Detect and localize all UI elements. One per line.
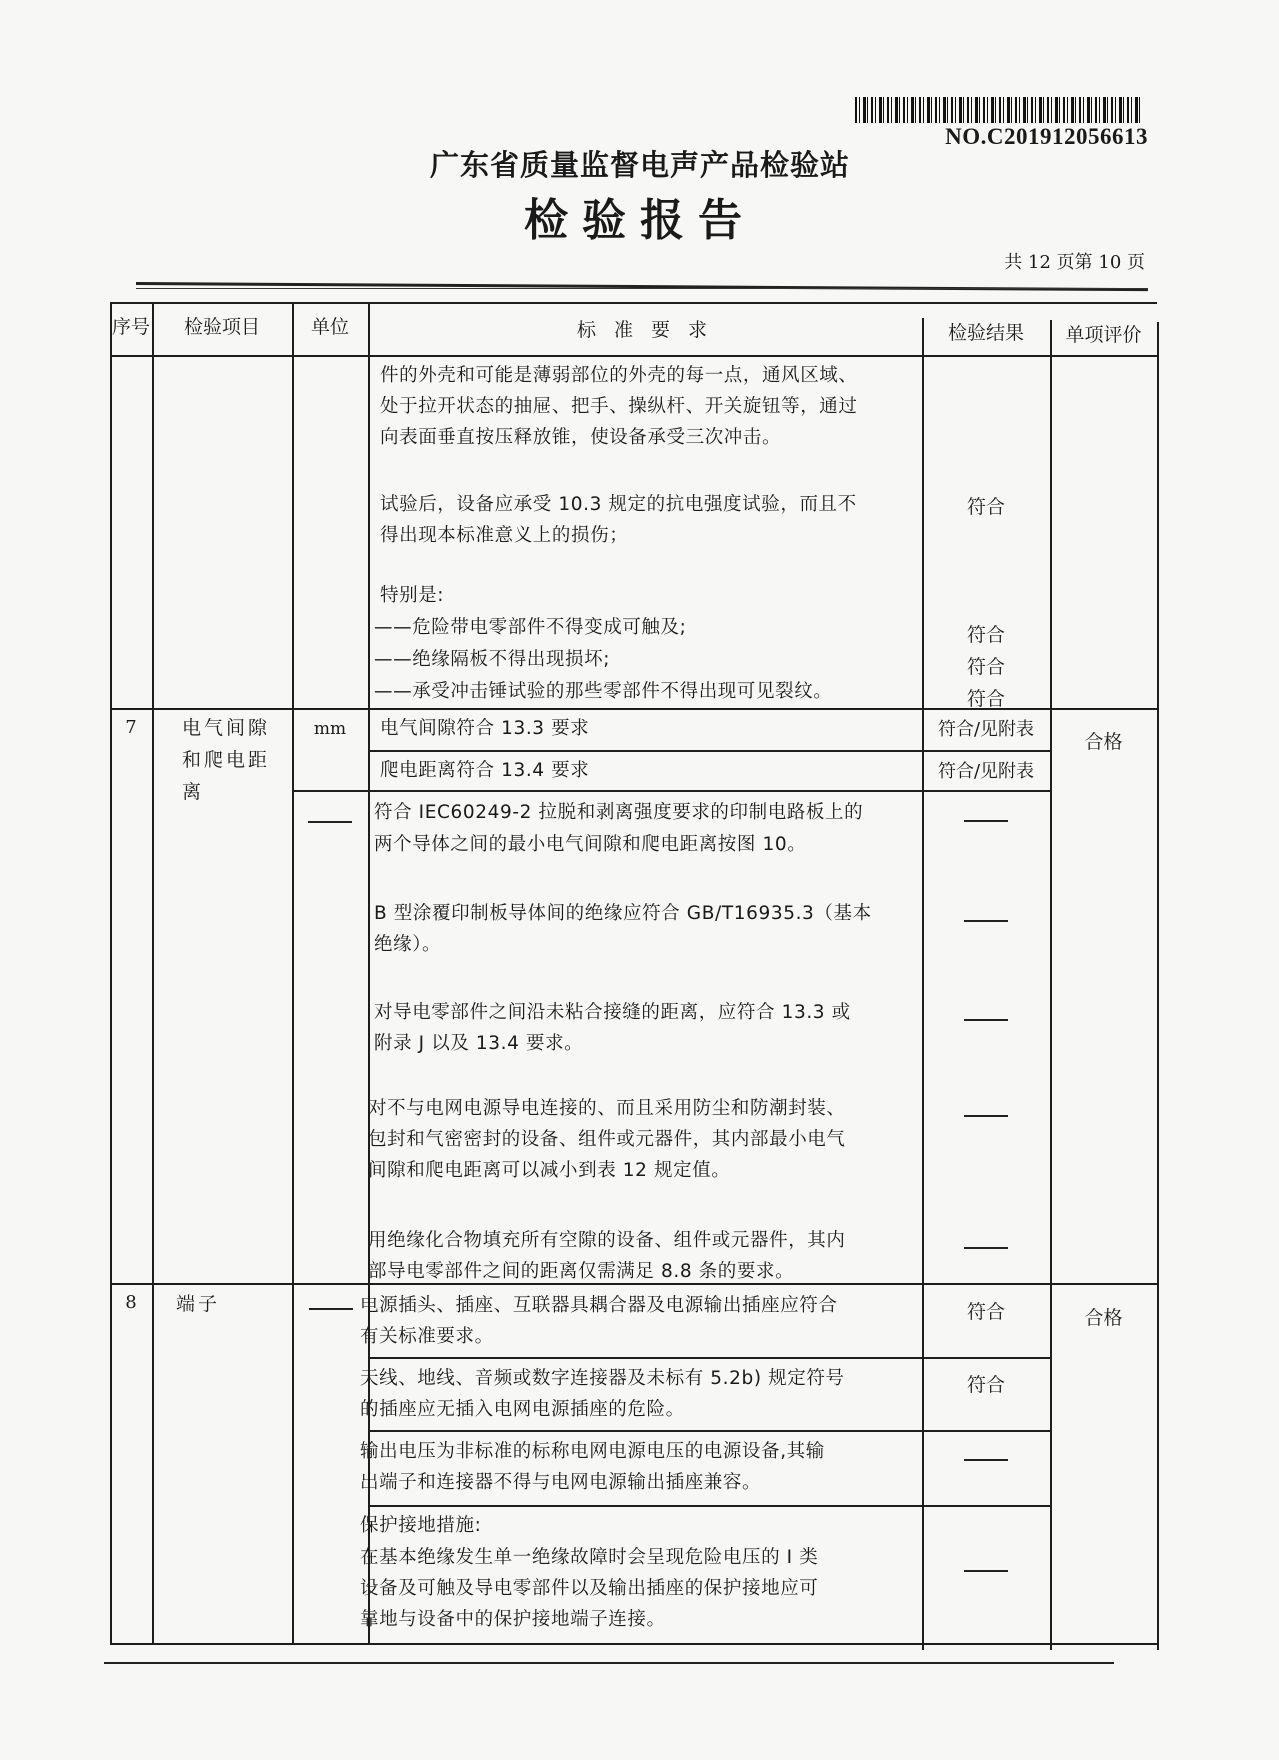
header-item: 检验项目	[183, 316, 260, 338]
row8-seq: 8	[125, 1292, 137, 1313]
requirement-line: 符合 IEC60249-2 拉脱和剥离强度要求的印制电路板上的	[374, 802, 864, 823]
requirement-line: 用绝缘化合物填充所有空隙的设备、组件或元器件，其内	[368, 1230, 846, 1251]
report-number: NO.C201912056613	[945, 124, 1148, 149]
row7-unit: mm	[313, 719, 347, 739]
result-dash	[922, 805, 1050, 835]
requirement-line: 包封和气密密封的设备、组件或元器件，其内部最小电气	[368, 1129, 846, 1150]
result-cell: 符合	[966, 624, 1005, 646]
requirement-line: 特别是:	[380, 585, 445, 606]
row7-sub-divider-2	[292, 790, 1050, 792]
table-border-left	[110, 302, 112, 1643]
requirement-line: 对导电零部件之间沿未粘合接缝的距离，应符合 13.3 或	[374, 1002, 851, 1023]
row8-sub-divider-3	[368, 1505, 1050, 1507]
organization-title: 广东省质量监督电声产品检验站	[429, 148, 850, 182]
table-border-top	[110, 302, 1157, 304]
row7-sub1-requirement: 电气间隙符合 13.3 要求	[380, 718, 590, 739]
row8-evaluation: 合格	[1084, 1307, 1123, 1329]
table-border-bottom	[110, 1643, 1157, 1645]
row8-sub-divider-1	[368, 1357, 1050, 1359]
row7-sub2-result: 符合/见附表	[937, 761, 1035, 782]
header-seq: 序号	[111, 316, 150, 338]
requirement-line: 天线、地线、音频或数字连接器及未标有 5.2b) 规定符号	[360, 1368, 845, 1389]
requirement-line: 靠地与设备中的保护接地端子连接。	[360, 1609, 666, 1630]
result-cell: 符合	[966, 656, 1005, 678]
row7-item-line: 电气间隙	[182, 717, 271, 739]
header-unit: 单位	[310, 316, 349, 338]
row7-sub2-requirement: 爬电距离符合 13.4 要求	[380, 760, 590, 781]
result-cell: 符合	[966, 496, 1005, 518]
requirement-line: 设备及可触及导电零部件以及输出插座的保护接地应可	[360, 1578, 819, 1599]
row8-item: 端子	[176, 1293, 221, 1315]
header-result: 检验结果	[947, 322, 1024, 344]
result-dash	[922, 1100, 1050, 1130]
requirement-line: 附录 J 以及 13.4 要求。	[374, 1033, 584, 1054]
row7-unit-dash	[300, 806, 360, 836]
requirement-line: 得出现本标准意义上的损伤；	[380, 525, 629, 546]
row7-item-line: 离	[182, 781, 205, 803]
requirement-line: 两个导体之间的最小电气间隙和爬电距离按图 10。	[374, 834, 807, 855]
row7-sub-divider-1	[368, 750, 1050, 752]
header-evaluation: 单项评价	[1065, 324, 1142, 346]
document-title: 检验报告	[524, 195, 756, 246]
requirement-line: 在基本绝缘发生单一绝缘故障时会呈现危险电压的 I 类	[360, 1547, 819, 1568]
header-row-bottom	[110, 355, 1157, 357]
requirement-line: 输出电压为非标准的标称电网电源电压的电源设备,其输	[360, 1441, 825, 1462]
result-dash	[922, 1232, 1050, 1262]
requirement-line: 间隙和爬电距离可以减小到表 12 规定值。	[368, 1160, 731, 1181]
row7-seq: 7	[125, 717, 137, 738]
requirement-line: 件的外壳和可能是薄弱部位的外壳的每一点，通风区域、	[380, 365, 858, 386]
requirement-line: ——危险带电零部件不得变成可触及;	[374, 617, 687, 638]
requirement-line: 出端子和连接器不得与电网电源输出插座兼容。	[360, 1472, 762, 1493]
requirement-line: 有关标准要求。	[360, 1326, 494, 1347]
result-dash	[922, 1444, 1050, 1474]
row7-evaluation: 合格	[1084, 731, 1123, 753]
requirement-line: 处于拉开状态的抽屉、把手、操纵杆、开关旋钮等，通过	[380, 396, 858, 417]
result-dash	[922, 1004, 1050, 1034]
requirement-line: 对不与电网电源导电连接的、而且采用防尘和防潮封装、	[368, 1098, 846, 1119]
requirement-line: 绝缘）。	[374, 934, 442, 955]
row8-sub2-result: 符合	[966, 1374, 1005, 1396]
row7-item-line: 和爬电距	[182, 749, 271, 771]
requirement-line: 向表面垂直按压释放锥，使设备承受三次冲击。	[380, 427, 782, 448]
requirement-line: 部导电零部件之间的距离仅需满足 8.8 条的要求。	[368, 1261, 795, 1282]
requirement-line: ——绝缘隔板不得出现损坏;	[374, 649, 611, 670]
result-dash	[922, 905, 1050, 935]
row8-unit-dash	[294, 1293, 368, 1323]
requirement-line: ——承受冲击锤试验的那些零部件不得出现可见裂纹。	[374, 681, 833, 702]
page-indicator: 共 12 页第 10 页	[1004, 252, 1145, 273]
requirement-line: 的插座应无插入电网电源插座的危险。	[360, 1399, 685, 1420]
col-divider-item	[292, 302, 294, 1643]
footer-divider	[104, 1662, 1114, 1664]
row8-sub-divider-2	[368, 1430, 1050, 1432]
row7-sub1-result: 符合/见附表	[937, 719, 1035, 740]
table-border-right	[1157, 322, 1159, 1650]
result-cell: 符合	[966, 688, 1005, 710]
result-dash	[922, 1555, 1050, 1585]
row8-sub1-result: 符合	[966, 1301, 1005, 1323]
requirement-line: B 型涂覆印制板导体间的绝缘应符合 GB/T16935.3（基本	[374, 903, 872, 924]
requirement-line: 保护接地措施:	[360, 1515, 482, 1536]
requirement-line: 试验后，设备应承受 10.3 规定的抗电强度试验，而且不	[380, 494, 857, 515]
requirement-line: 电源插头、插座、互联器具耦合器及电源输出插座应符合	[360, 1295, 838, 1316]
col-divider-seq	[152, 302, 154, 1643]
header-requirement: 标 准 要 求	[576, 319, 714, 341]
col-divider-result	[1050, 320, 1052, 1650]
